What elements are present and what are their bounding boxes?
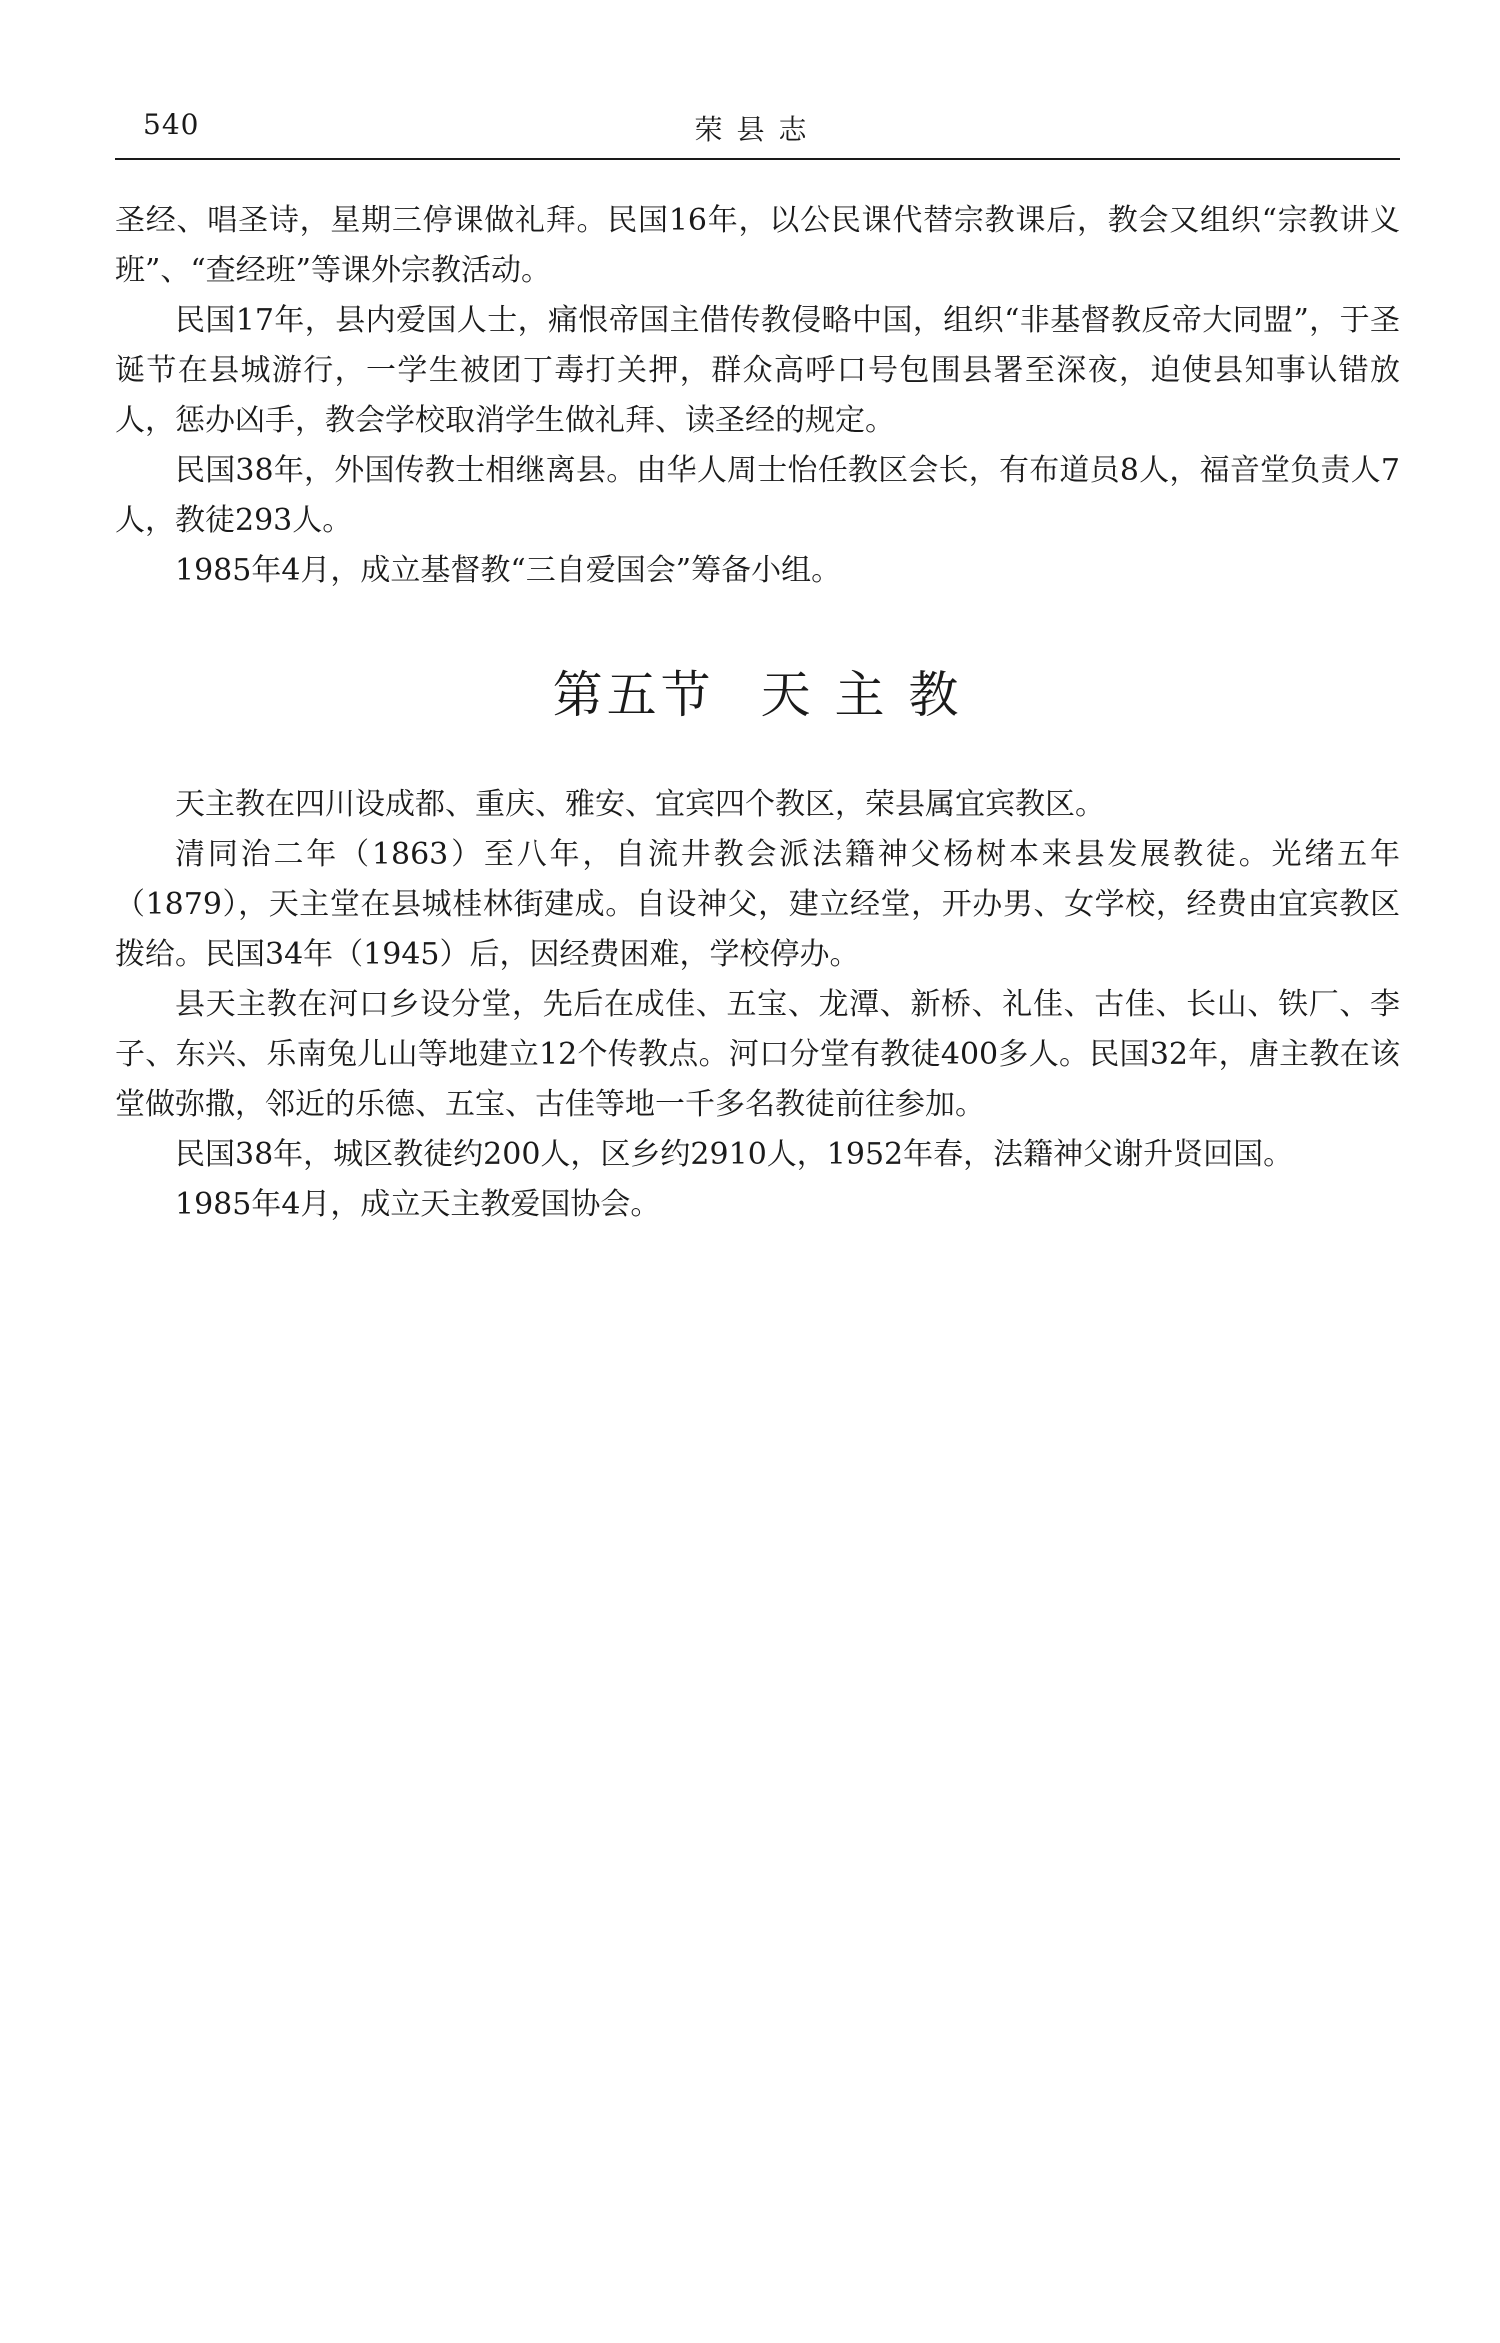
paragraph: 民国38年，城区教徒约200人，区乡约2910人，1952年春，法籍神父谢升贤回国。 [175, 1137, 1294, 1172]
section-heading [115, 660, 1400, 730]
running-title: 荣县志 [694, 113, 821, 146]
page-header [115, 100, 1400, 160]
paragraph: 民国17年，县内爱国人士，痛恨帝国主借传教侵略中国，组织“非基督教反帝大同盟”，于圣诞节在县城游行，一学生被团丁毒打关押，群众高呼口号包围县署至深夜，迫使县知事认错放人，惩办凶手，教会学校取消学生做礼拜、读圣经的规定。 [115, 303, 1400, 438]
paragraph: 民国38年，外国传教士相继离县。由华人周士怡任教区会长，有布道员8人，福音堂负责人7人，教徒293人。 [115, 453, 1400, 538]
paragraph: 1985年4月，成立天主教爱国协会。 [175, 1187, 661, 1222]
paragraph: 1985年4月，成立基督教“三自爱国会”筹备小组。 [175, 553, 842, 588]
paragraph: 圣经、唱圣诗，星期三停课做礼拜。民国16年，以公民课代替宗教课后，教会又组织“宗教讲义班”、“查经班”等课外宗教活动。 [115, 203, 1400, 288]
text-block-catholic [115, 780, 1400, 1230]
paragraph: 清同治二年（1863）至八年，自流井教会派法籍神父杨树本来县发展教徒。光绪五年（1879），天主堂在县城桂林街建成。自设神父，建立经堂，开办男、女学校，经费由宜宾教区拨给。民国34年（1945）后，因经费困难，学校停办。 [115, 837, 1400, 972]
paragraph: 县天主教在河口乡设分堂，先后在成佳、五宝、龙潭、新桥、礼佳、古佳、长山、铁厂、李子、东兴、乐南兔儿山等地建立12个传教点。河口分堂有教徒400多人。民国32年，唐主教在该堂做弥撒，邻近的乐德、五宝、古佳等地一千多名教徒前往参加。 [115, 987, 1400, 1122]
text-block-protestant [115, 196, 1400, 596]
header-divider [115, 158, 1400, 160]
section-title: 天 主 教 [760, 666, 963, 724]
page-number: 540 [143, 108, 200, 141]
section-number: 第五节 [552, 666, 715, 724]
paragraph: 天主教在四川设成都、重庆、雅安、宜宾四个教区，荣县属宜宾教区。 [175, 787, 1105, 822]
